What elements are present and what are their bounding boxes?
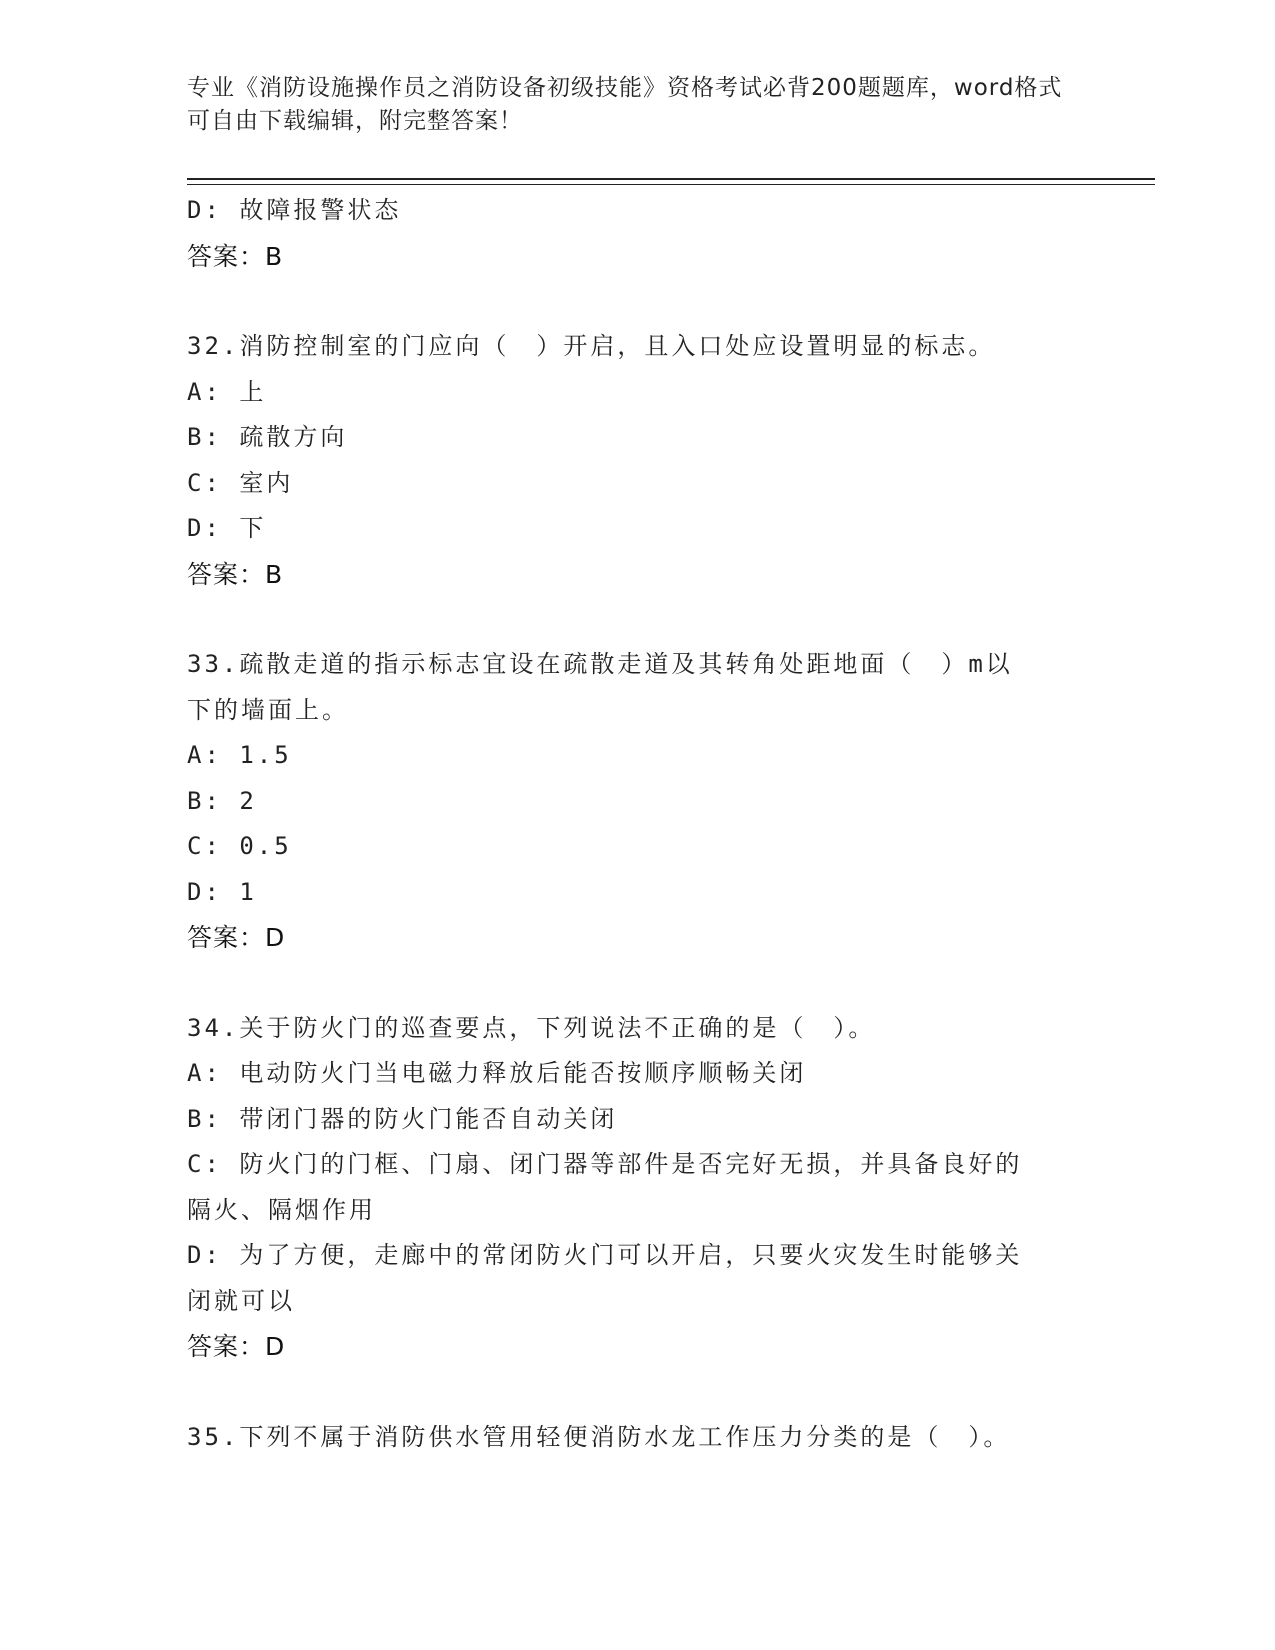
option-c: C: 室内 — [187, 468, 294, 497]
answer-label: 答案：D — [187, 1332, 286, 1361]
option-c: C: 防火门的门框、门扇、闭门器等部件是否完好无损，并具备良好的 — [187, 1150, 1023, 1178]
option-a: A: 1.5 — [187, 741, 292, 769]
option-a: A: 电动防火门当电磁力释放后能否按顺序顺畅关闭 — [187, 1059, 807, 1087]
spacer — [187, 961, 1077, 1006]
answer-label: 答案：B — [187, 241, 284, 271]
question-stem-continued: 下的墙面上。 — [187, 695, 349, 724]
spacer — [187, 1370, 1077, 1415]
option-c: C: 0.5 — [187, 832, 292, 860]
option-d: D: 故障报警状态 — [187, 196, 402, 224]
header-divider-thick — [187, 178, 1155, 180]
question-33 — [187, 642, 1077, 961]
question-stem: 35.下列不属于消防供水管用轻便消防水龙工作压力分类的是（ ）。 — [187, 1422, 1011, 1451]
spacer — [187, 279, 1077, 324]
option-d: D: 1 — [187, 877, 257, 906]
option-d: D: 为了方便，走廊中的常闭防火门可以开启，只要火灾发生时能够关 — [187, 1241, 1023, 1269]
question-stem: 32.消防控制室的门应向（ ）开启，且入口处应设置明显的标志。 — [187, 332, 996, 360]
header-divider-thin — [187, 184, 1155, 185]
answer-label: 答案：B — [187, 559, 284, 589]
option-d: D: 下 — [187, 514, 267, 542]
question-list — [187, 188, 1077, 1460]
option-d-continued: 闭就可以 — [187, 1286, 295, 1315]
answer-label: 答案：D — [187, 923, 286, 952]
question-stem: 33.疏散走道的指示标志宜设在疏散走道及其转角处距地面（ ）m以 — [187, 650, 1013, 678]
question-32 — [187, 324, 1077, 597]
spacer — [187, 597, 1077, 642]
question-stem: 34.关于防火门的巡查要点，下列说法不正确的是（ ）。 — [187, 1013, 876, 1042]
option-a: A: 上 — [187, 377, 267, 406]
option-c-continued: 隔火、隔烟作用 — [187, 1195, 376, 1224]
question-35 — [187, 1415, 1077, 1461]
option-b: B: 疏散方向 — [187, 423, 348, 451]
option-b: B: 带闭门器的防火门能否自动关闭 — [187, 1104, 618, 1133]
option-b: B: 2 — [187, 786, 257, 815]
document-header: 专业《消防设施操作员之消防设备初级技能》资格考试必背200题题库，word格式可自由下载编辑，附完整答案！ — [187, 75, 1063, 134]
prev-question-tail — [187, 188, 1077, 279]
question-34 — [187, 1006, 1077, 1370]
